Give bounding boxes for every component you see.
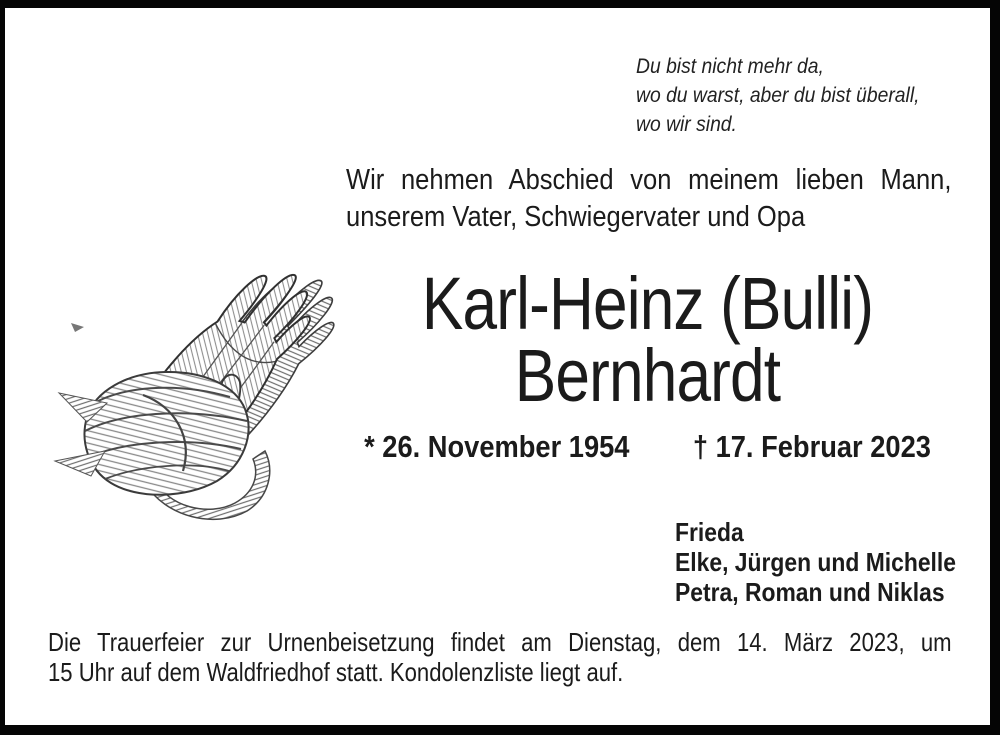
epigraph-line: wo wir sind. bbox=[636, 113, 737, 136]
funeral-details-line: Die Trauerfeier zur Urnenbeisetzung findet am Dienstag, dem 14. März 2023, um bbox=[48, 627, 952, 657]
epigraph-line: wo du warst, aber du bist überall, bbox=[636, 84, 920, 107]
praying-hands-icon bbox=[25, 245, 355, 540]
mourners-list bbox=[675, 517, 956, 607]
death-date: † 17. Februar 2023 bbox=[692, 429, 931, 464]
mourner-line: Elke, Jürgen und Michelle bbox=[675, 547, 956, 577]
farewell-intro-line: Wir nehmen Abschied von meinem lieben Mann, bbox=[346, 164, 952, 196]
birth-date: * 26. November 1954 bbox=[364, 429, 630, 464]
epigraph-verse bbox=[636, 52, 920, 139]
epigraph-line: Du bist nicht mehr da, bbox=[636, 55, 824, 78]
funeral-details bbox=[48, 627, 952, 687]
mourner-line: Frieda bbox=[675, 517, 744, 547]
farewell-intro-line: unserem Vater, Schwiegervater und Opa bbox=[346, 201, 806, 233]
mourner-line: Petra, Roman und Niklas bbox=[675, 577, 945, 607]
deceased-name-line: Bernhardt bbox=[514, 334, 781, 417]
farewell-intro bbox=[346, 162, 951, 236]
life-dates bbox=[364, 429, 931, 465]
deceased-name bbox=[393, 262, 901, 417]
deceased-name-line: Karl-Heinz (Bulli) bbox=[421, 262, 874, 345]
funeral-details-line: 15 Uhr auf dem Waldfriedhof statt. Kondolenzliste liegt auf. bbox=[48, 657, 624, 687]
